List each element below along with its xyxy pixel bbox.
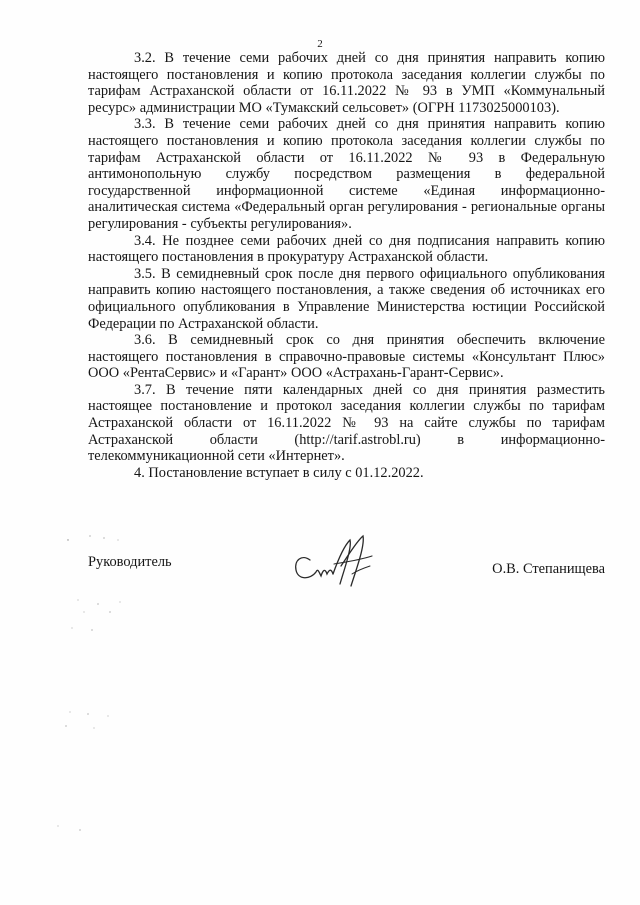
signature-block bbox=[88, 552, 605, 612]
signatory-role: Руководитель bbox=[88, 554, 172, 570]
document-body bbox=[88, 50, 605, 481]
paragraph-3-3: 3.3. В течение семи рабочих дней со дня принятия направить копию настоящего постановления и копию протокола заседания коллегии службы по тарифам Астраханской области от 16.11.2022 № 93 в Федеральную антимонопольную службу посредством размещения в федеральной государственной информационной системе «Единая информационно-аналитическая система «Федеральный орган регулирования - региональные органы регулирования - субъекты регулирования». bbox=[88, 116, 605, 232]
page-number: 2 bbox=[317, 38, 323, 50]
paragraph-3-7: 3.7. В течение пяти календарных дней со дня принятия разместить настоящее постановление и протокол заседания коллегии службы по тарифам Астраханской области от 16.11.2022 № 93 на сайте службы по тарифам Астраханской области (http://tarif.astrobl.ru) в информационно-телекоммуникационной сети «Интернет». bbox=[88, 381, 605, 465]
signatory-name: О.В. Степанищева bbox=[492, 561, 605, 577]
paragraph-3-2: 3.2. В течение семи рабочих дней со дня принятия направить копию настоящего постановления и копию протокола заседания коллегии службы по тарифам Астраханской области от 16.11.2022 № 93 в УМП «Коммунальный ресурс» администрации МО «Тумакский сельсовет» (ОГРН 1173025000103). bbox=[88, 50, 605, 116]
paragraph-4: 4. Постановление вступает в силу с 01.12.2022. bbox=[134, 464, 424, 481]
paragraph-3-4: 3.4. Не позднее семи рабочих дней со дня подписания направить копию настоящего постановления в прокуратуру Астраханской области. bbox=[88, 232, 605, 266]
paragraph-3-6: 3.6. В семидневный срок со дня принятия обеспечить включение настоящего постановления в справочно-правовые системы «Консультант Плюс» ООО «РентаСервис» и «Гарант» ООО «Астрахань-Гарант-Сервис». bbox=[88, 332, 605, 382]
paragraph-3-5: 3.5. В семидневный срок после дня первого официального опубликования направить копию настоящего постановления, а также сведения об источниках его официального опубликования в Управление Министерства юстиции Российской Федерации по Астраханской области. bbox=[88, 265, 605, 332]
handwritten-signature bbox=[288, 530, 388, 592]
